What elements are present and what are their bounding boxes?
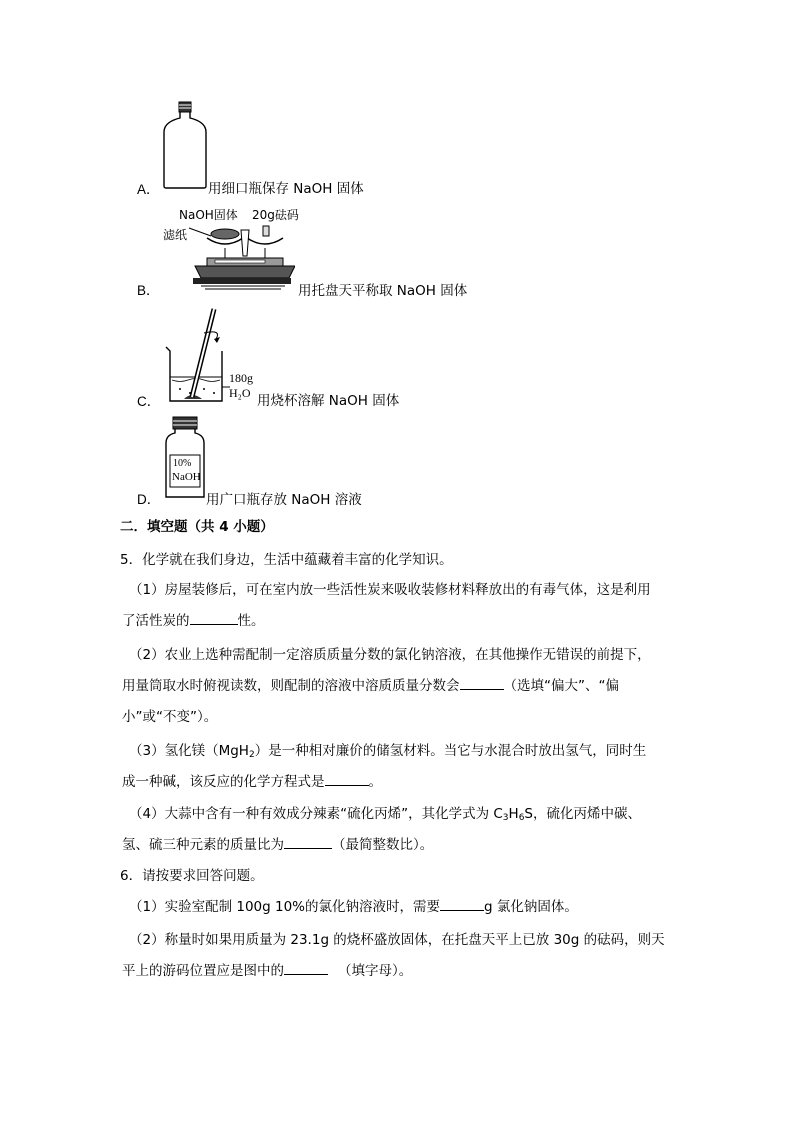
label-10-percent: 10% <box>173 458 192 469</box>
option-a-text: 用细口瓶保存 NaOH 固体 <box>208 181 364 197</box>
label-filter-paper: 滤纸 <box>163 228 188 242</box>
q5-part2-line1: （2）农业上选种需配制一定溶质质量分数的氯化钠溶液，在其他操作无错误的前提下， <box>129 647 651 663</box>
q5-part3-line2: 成一种碱，该反应的化学方程式是 。 <box>122 774 382 790</box>
q5-part4-line1: （4）大蒜中含有一种有效成分辣素“硫化丙烯”，其化学式为 $C_3H_6S$，硫化丙烯中碳、 <box>129 806 641 823</box>
q5-part1-blank[interactable] <box>190 611 238 625</box>
label-naoh: NaOH <box>172 471 201 483</box>
option-c-letter: C． <box>137 394 161 409</box>
q6-part2-line2: 平上的游码位置应是图中的 （填字母）。 <box>122 963 413 979</box>
wide-mouth-bottle-illustration <box>163 415 209 499</box>
label-naoh-solid: NaOH固体 <box>179 208 238 222</box>
option-d-text: 用广口瓶存放 NaOH 溶液 <box>206 492 362 508</box>
q5-part4-line2: 氢、硫三种元素的质量比为 （最简整数比）。 <box>122 837 434 853</box>
q5-part1-line1: （1）房屋装修后，可在室内放一些活性炭来吸收装修材料释放出的有毒气体，这是利用 <box>129 582 651 598</box>
q5-part2-line2: 用量筒取水时俯视读数，则配制的溶液中溶质质量分数会 （选填“偏大”、“偏 <box>122 678 619 694</box>
q5-part4-blank[interactable] <box>284 835 332 849</box>
q6-part1-blank[interactable] <box>440 897 484 911</box>
narrow-mouth-bottle-illustration <box>160 100 210 192</box>
option-b-text: 用托盘天平称取 NaOH 固体 <box>298 283 468 299</box>
option-b-letter: B． <box>137 283 160 298</box>
option-a-letter: A． <box>137 182 160 197</box>
label-180g: 180g <box>229 371 253 385</box>
label-water: H₂O <box>229 386 251 400</box>
q5-part3-blank[interactable] <box>325 772 369 786</box>
question-6-stem: 6．请按要求回答问题。 <box>120 868 264 884</box>
section-title: 二．填空题（共 4 小题） <box>120 519 274 535</box>
q6-part1: （1）实验室配制 100g 10%的氯化钠溶液时，需要 g 氯化钠固体。 <box>129 899 578 915</box>
option-c-text: 用烧杯溶解 NaOH 固体 <box>257 393 400 409</box>
q5-part2-blank[interactable] <box>460 676 504 690</box>
question-5-stem: 5．化学就在我们身边，生活中蕴藏着丰富的化学知识。 <box>120 552 453 568</box>
q6-part2-line1: （2）称量时如果用质量为 23.1g 的烧杯盛放固体，在托盘天平上已放 30g 的砝码，则天 <box>129 932 665 948</box>
label-20g-weight: 20g砝码 <box>252 208 299 222</box>
option-d-letter: D． <box>137 492 161 507</box>
balance-illustration <box>185 220 295 292</box>
q5-part1-line2: 了活性炭的 性。 <box>122 613 265 629</box>
q5-part3-line1: （3）氢化镁（MgH$_2$）是一种相对廉价的储氢材料。当它与水混合时放出氢气，同时生 <box>129 743 647 760</box>
q6-part2-blank[interactable] <box>284 961 328 975</box>
q5-part2-line3: 小”或“不变”）。 <box>122 709 218 725</box>
